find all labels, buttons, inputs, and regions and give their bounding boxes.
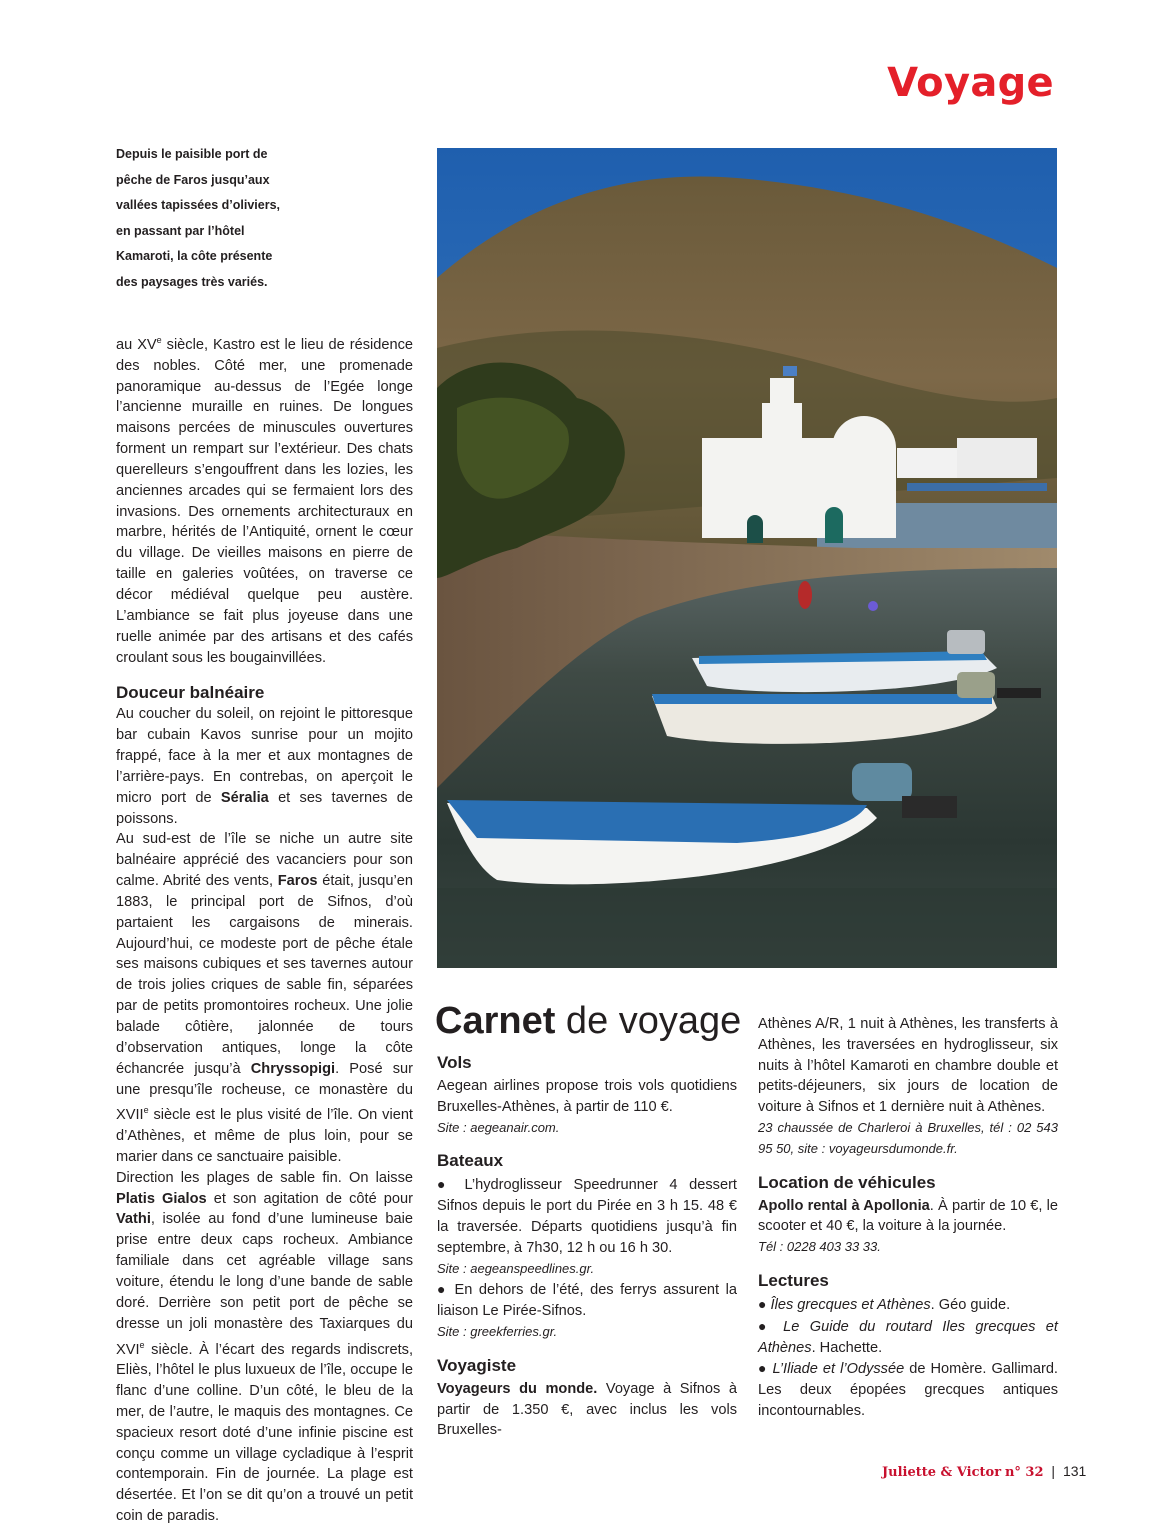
place-name: Séralia (220, 789, 269, 806)
photo-caption (116, 142, 296, 295)
text-run: était, jusqu’en 1883, le principal port de Sifnos, d’où partaient les cargaisons de minerais. Aujourd’hui, ce modeste port de pêche étale ses maisons cubiques et ses tavernes autour de trois jolies criques de sable fin, séparées par de petits promontoires rocheux. Une jolie balade côtière, jalonnée de tours d’observation antiques, longe la côte échancrée jusqu’à (116, 873, 413, 1077)
lecture-item (758, 1294, 1058, 1316)
harbor-photo (437, 148, 1057, 968)
article-body (116, 330, 413, 1527)
text-run: , isolée au fond d’une lumineuse baie prise entre deux caps rocheux. Ambiance familiale dans cet agréable village sans voiture, étendu le long d’une bande de sable doré. Derrière son petit port de pêche se dresse un joli monastère des Taxiarques du XVI (116, 1211, 413, 1358)
bateaux-site-1: Site : aegeanspeedlines.gr. (437, 1260, 595, 1276)
text-run: Voyage à Sifnos à partir de 1.350 €, avec inclus les vols Bruxelles- (437, 1380, 737, 1439)
rental-name: Apollo rental à Apollonia (758, 1197, 930, 1214)
text-run: . Hachette. (811, 1339, 883, 1356)
caption-line: des paysages très variés. (116, 274, 268, 289)
text-run: L’hydroglisseur Speedrunner 4 dessert Sifnos depuis le port du Pirée en 3 h 15. 48 € la traversée. Départs quotidiens jusqu’à fin septembre, à 7h30, 12 h ou 16 h 30. (437, 1177, 737, 1256)
text-run: Au coucher du soleil, on rejoint le pittoresque bar cubain Kavos sunrise pour un mojito frappé, face à la mer et aux montagnes de l’arrière-pays. En contrebas, on aperçoit le micro port de (116, 706, 413, 806)
caption-line: Kamaroti, la côte présente (116, 249, 273, 263)
text-run: siècle, Kastro est le lieu de résidence des nobles. Côté mer, une promenade panoramique au-dessus de l’Egée longe l’ancienne muraille en ruines. De longues maisons percées de minuscules ouvertures forment un rempart sur l’extérieur. Des chats querelleurs s’engouffrent dans les lozies, les anciennes arcades qui se fermaient lors des invasions. Des ornements architecturaux en marbre, hérités de l’Antiquité, ornent le cœur du village. De vieilles maisons en pierre de taille en galeries voûtées, on traverse ce décor médiéval quelque peu austère. L’ambiance se fait plus joyeuse dans une ruelle animée par des artisans et des cafés croulant sous les bougainvillées. (116, 336, 413, 666)
heading-lectures: Lectures (758, 1270, 829, 1290)
location-tel: Tél : 0228 403 33 33. (758, 1239, 881, 1255)
carnet-column-1 (437, 1052, 737, 1441)
article-paragraph (116, 1168, 413, 1527)
article-paragraph (116, 704, 413, 829)
text-run: siècle est le plus visité de l’île. On vient d’Athènes, et même de plus loin, pour se marier dans ce sanctuaire paisible. (116, 1107, 413, 1165)
water-reflection (437, 888, 1057, 968)
text-run: et son agitation de côté pour (206, 1190, 413, 1207)
book-title: Îles grecques et Athènes (770, 1296, 931, 1313)
village-awning (907, 483, 1047, 491)
text-run: . Géo guide. (930, 1296, 1011, 1313)
lecture-item (758, 1316, 1058, 1359)
magazine-name: Juliette & Victor (882, 1465, 1002, 1480)
heading-location: Location de véhicules (758, 1172, 936, 1192)
bullet-icon: ● (758, 1295, 767, 1312)
superscript: e (143, 1105, 149, 1116)
carnet-title-bold: Carnet (435, 1000, 556, 1042)
text-run: siècle. À l’écart des regards indiscrets, Eliès, l’hôtel le plus luxueux de l’île, occupe le flanc d’une colline. D’un côté, le bleu de la mer, de l’autre, le maquis des montagnes. Ce spacieux resort doté d’une infinie piscine est conçu comme un village cycladique à l’esprit contemporain. Fin de journée. La plage est désertée. Et l’on se dit qu’on a trouvé un petit coin de paradis. (116, 1341, 413, 1525)
carnet-title (435, 996, 741, 1046)
footer-separator: | (1051, 1463, 1056, 1479)
bullet-icon: ● (758, 1360, 768, 1377)
place-name: Platis Gialos (116, 1190, 207, 1207)
text-run: de Homère. Gallimard. Les deux épopées grecques antiques incontournables. (758, 1361, 1058, 1419)
heading-vols: Vols (437, 1053, 472, 1072)
place-name: Chryssopigi (250, 1060, 336, 1077)
article-paragraph (116, 829, 413, 1167)
text-run: au XV (116, 336, 157, 353)
village-house (957, 438, 1037, 478)
text-run: Direction les plages de sable fin. On laisse (116, 1169, 413, 1186)
text-run: . À partir de 10 €, le scooter et 40 €, la voiture à la journée. (758, 1197, 1058, 1235)
voyagiste-text-continued: Athènes A/R, 1 nuit à Athènes, les transferts à Athènes, les traversées en hydroglisseur, six nuits à l’hôtel Kamaroti en chambre double et petits-déjeuners, six jours de location de voiture à Sifnos et 1 dernière nuit à Athènes. (758, 1016, 1058, 1116)
place-name: Faros (277, 873, 318, 890)
subheading-douceur: Douceur balnéaire (116, 683, 265, 703)
lecture-item (758, 1358, 1058, 1421)
caption-line: vallées tapissées d’oliviers, (116, 198, 280, 212)
caption-line: Depuis le paisible port de (116, 147, 268, 161)
text-run: En dehors de l’été, des ferrys assurent la liaison Le Pirée-Sifnos. (437, 1282, 737, 1320)
voyagiste-address: 23 chaussée de Charleroi à Bruxelles, tél : 02 543 95 50, site : voyageursdumonde.fr. (758, 1119, 1058, 1156)
swimmer (798, 581, 812, 609)
bullet-icon: ● (437, 1176, 453, 1193)
article-paragraph (116, 330, 413, 668)
bullet-icon: ● (437, 1281, 448, 1298)
superscript: e (139, 1339, 145, 1350)
text-run: et ses tavernes de poissons. (116, 789, 413, 827)
vols-site: Site : aegeanair.com. (437, 1119, 560, 1135)
caption-line: en passant par l’hôtel (116, 223, 245, 238)
bateaux-text-2 (437, 1279, 737, 1322)
text-run: . Posé sur une presqu’île rocheuse, ce monastère du XVII (116, 1060, 413, 1124)
caption-line: pêche de Faros jusqu’aux (116, 172, 270, 187)
book-title: L’Iliade et l’Odyssée (772, 1361, 905, 1378)
bateaux-site-2: Site : greekferries.gr. (437, 1323, 558, 1339)
voyagiste-text (437, 1379, 737, 1441)
agency-name: Voyageurs du monde. (437, 1380, 598, 1397)
page-number: 131 (1062, 1463, 1087, 1479)
bullet-icon: ● (758, 1317, 773, 1334)
village-house (897, 448, 957, 478)
heading-voyagiste: Voyagiste (437, 1355, 517, 1375)
place-name: Vathi (116, 1211, 151, 1228)
heading-bateaux: Bateaux (437, 1151, 504, 1171)
page-footer (882, 1463, 1086, 1480)
location-text (758, 1196, 1058, 1238)
carnet-column-2 (758, 1014, 1058, 1422)
book-title: Le Guide du routard Iles grecques et Athènes (758, 1318, 1058, 1356)
issue-number: n° 32 (1004, 1465, 1044, 1480)
bateaux-text-1 (437, 1174, 737, 1258)
text-run: Au sud-est de l’île se niche un autre site balnéaire apprécié des vacanciers pour son calme. Abrité des vents, (116, 831, 413, 890)
carnet-title-rest: de voyage (555, 1000, 742, 1042)
buoy (868, 601, 878, 611)
section-title: Voyage (887, 60, 1054, 106)
vols-text: Aegean airlines propose trois vols quotidiens Bruxelles-Athènes, à partir de 110 €. (437, 1078, 737, 1115)
superscript: e (156, 335, 162, 345)
